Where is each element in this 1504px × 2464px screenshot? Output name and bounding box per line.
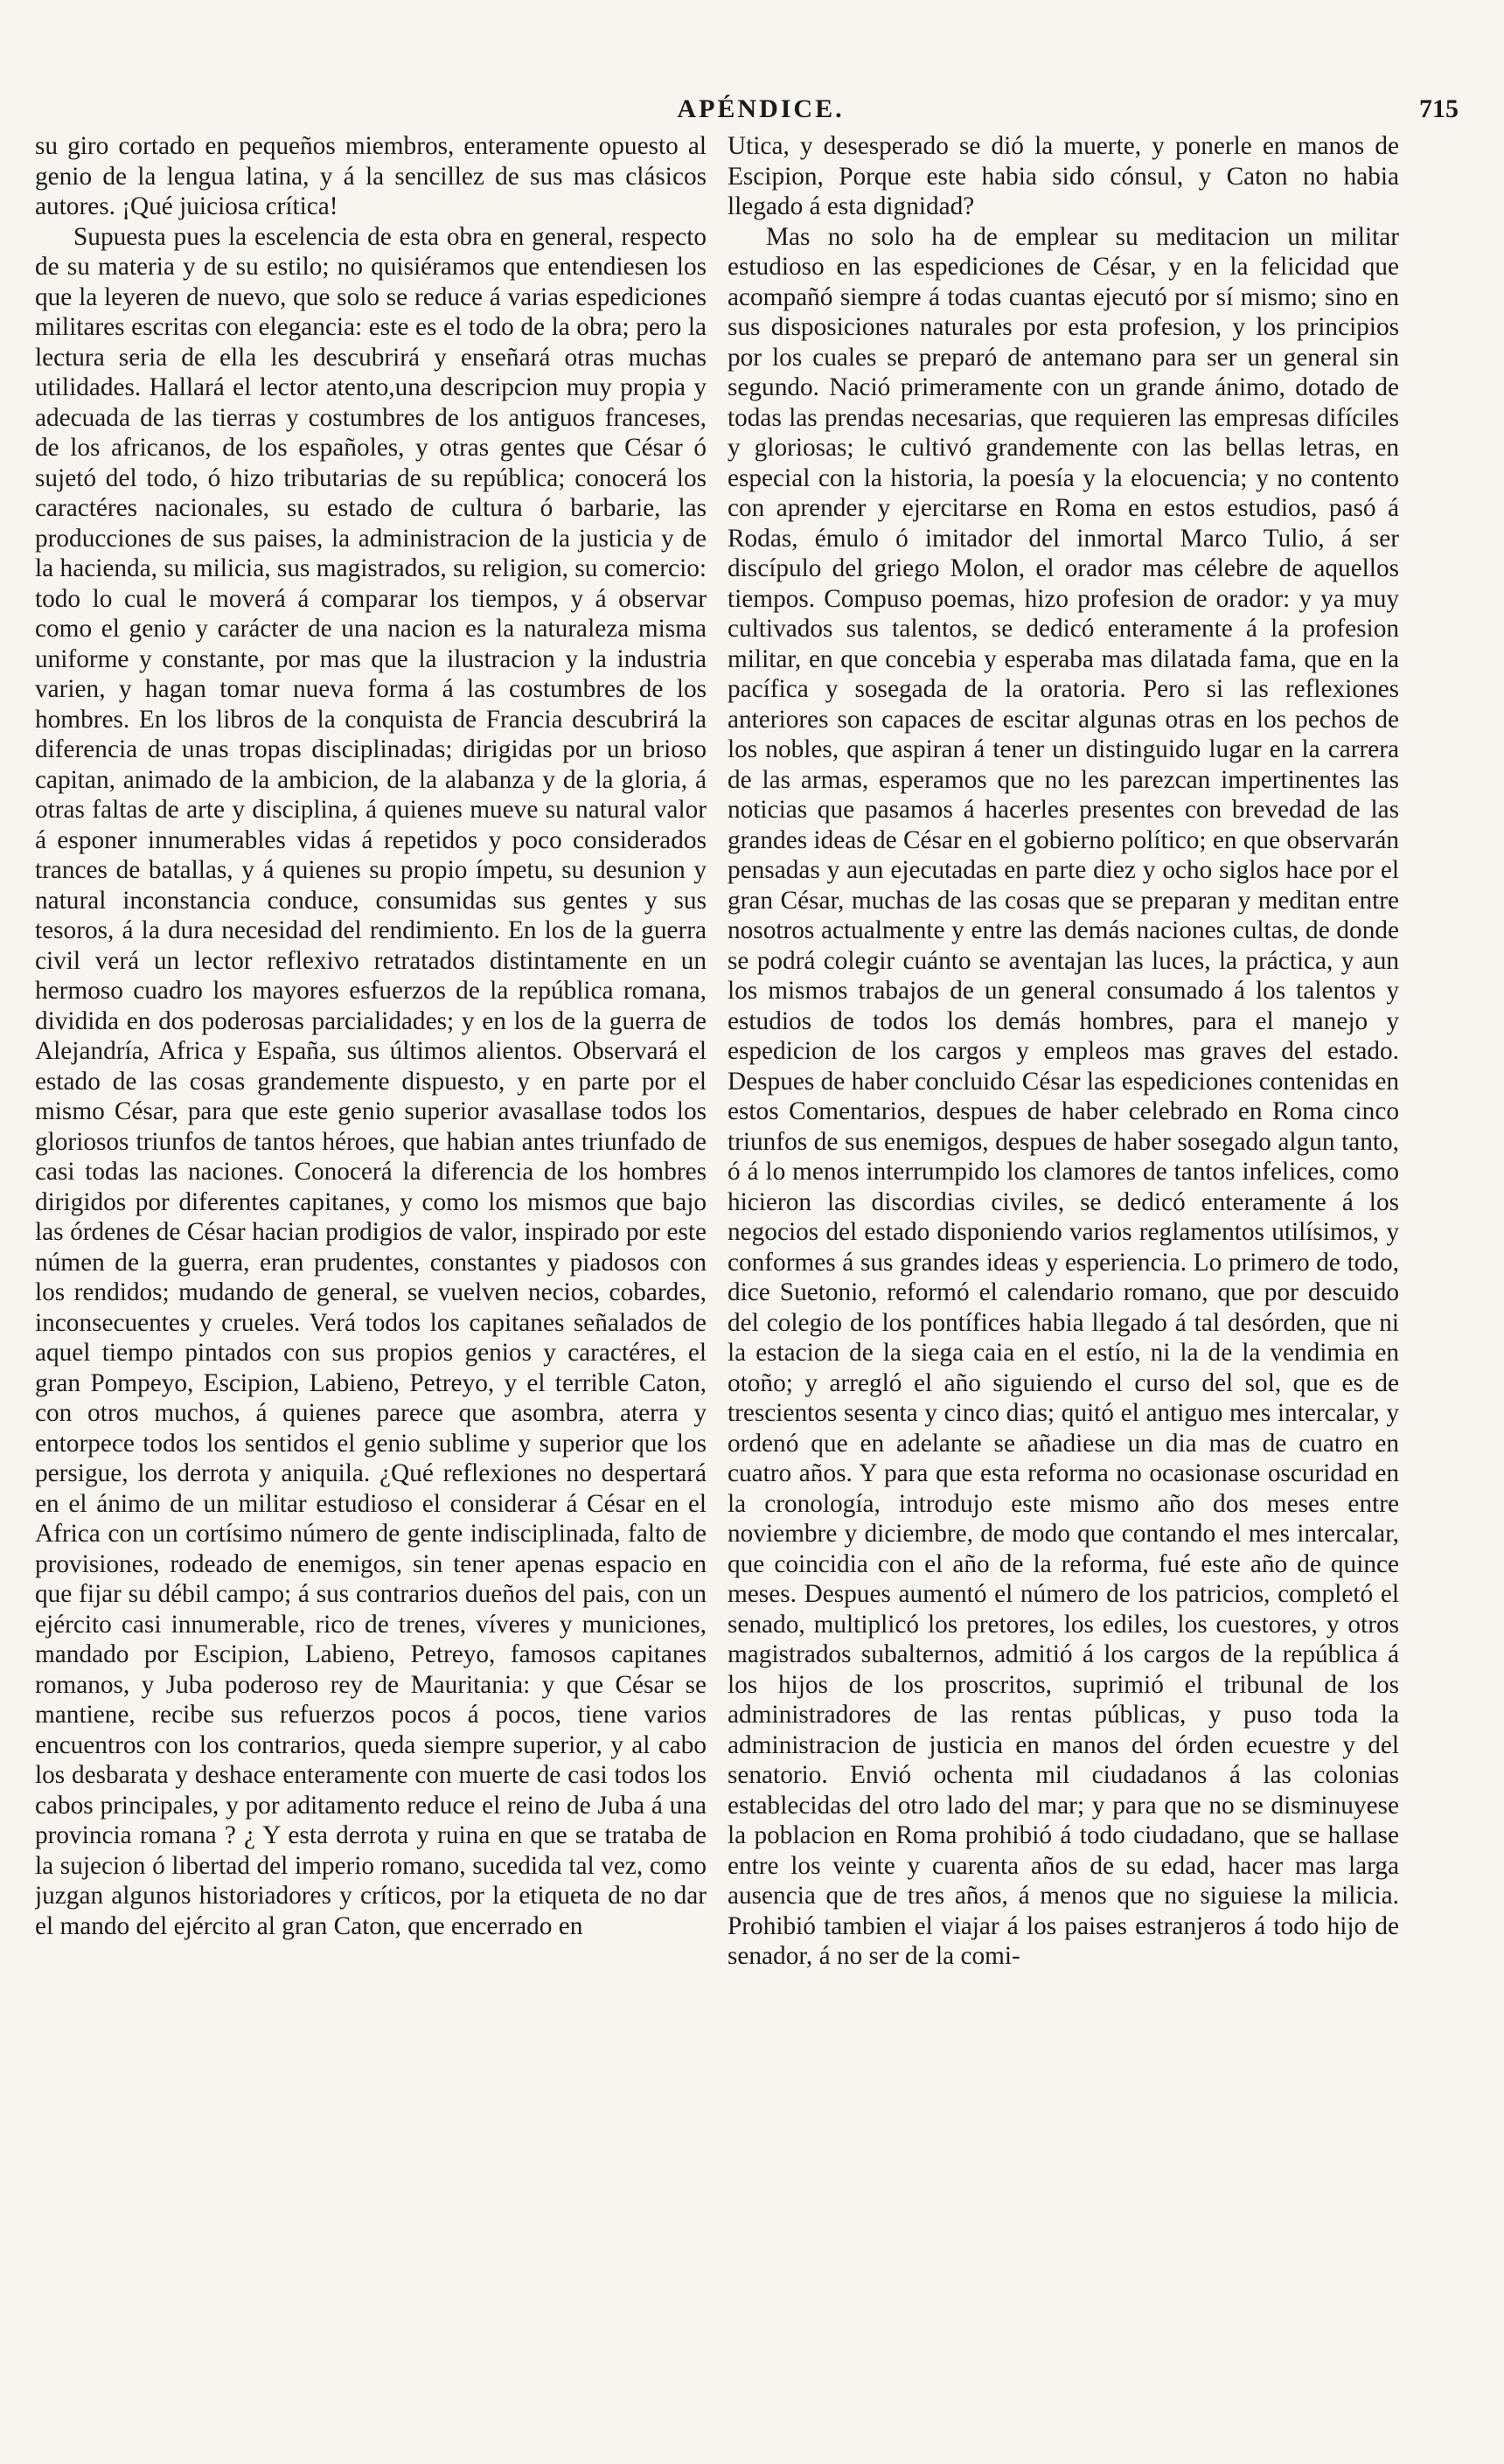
paragraph: su giro cortado en pequeños miembros, enteramente opuesto al genio de la lengua latina, y á la sencillez de sus mas clásicos autores. ¡Qué juiciosa crítica! (35, 132, 707, 220)
paragraph: Utica, y desesperado se dió la muerte, y ponerle en manos de Escipion, Porque este habia sido cónsul, y Caton no habia llegado á esta dignidad? (728, 132, 1399, 220)
running-head (35, 94, 1469, 129)
left-column (35, 131, 707, 2361)
right-column (728, 131, 1399, 2361)
paragraph: Supuesta pues la escelencia de esta obra en general, respecto de su materia y de su estilo; no quisiéramos que entendiesen los que la leyeren de nuevo, que solo se reduce á varias espediciones militares escritas con elegancia: este es el todo de la obra; pero la lectura seria de ella les descubrirá y enseñará otras muchas utilidades. Hallará el lector atento,una descripcion muy propia y adecuada de las tierras y costumbres de los antiguos franceses, de los africanos, de los españoles, y otras gentes que César ó sujetó del todo, ó hizo tributarias de su república; conocerá los caractéres nacionales, su estado de cultura ó barbarie, las producciones de sus paises, la administracion de la justicia y de la hacienda, su milicia, sus magistrados, su religion, su comercio: todo lo cual le moverá á comparar los tiempos, y á observar como el genio y carácter de una nacion es la naturaleza misma uniforme y constante, por mas que la ilustracion y la industria varien, y hagan tomar nueva forma á las costumbres de los hombres. En los libros de la conquista de Francia descubrirá la diferencia de unas tropas disciplinadas; dirigidas por un brioso capitan, animado de la ambicion, de la alabanza y de la gloria, á otras faltas de arte y disciplina, á quienes mueve su natural valor á esponer innumerables vidas á repetidos y poco considerados trances de batallas, y á quienes su propio ímpetu, su desunion y natural inconstancia conduce, consumidas sus gentes y sus tesoros, á la dura necesidad del rendimiento. En los de la guerra civil verá un lector reflexivo retratados distintamente en un hermoso cuadro los mayores esfuerzos de la república romana, dividida en dos poderosas parcialidades; y en los de la guerra de Alejandría, Africa y España, sus últimos alientos. Observará el estado de las cosas grandemente dispuesto, y en parte por el mismo César, para que este genio superior avasallase todos los gloriosos triunfos de tantos héroes, que habian antes triunfado de casi todas las naciones. Conocerá la diferencia de los hombres dirigidos por diferentes capitanes, y como los mismos que bajo las órdenes de César hacian prodigios de valor, inspirado por este númen de la guerra, eran prudentes, constantes y piadosos con los rendidos; mudando de general, se vuelven necios, cobardes, inconsecuentes y crueles. Verá todos los capitanes señalados de aquel tiempo pintados con sus propios genios y caractéres, el gran Pompeyo, Escipion, Labieno, Petreyo, y el terrible Caton, con otros muchos, á quienes parece que asombra, aterra y entorpece todos los sentidos el genio sublime y superior que los persigue, los derrota y aniquila. ¿Qué reflexiones no despertará en el ánimo de un militar estudioso el considerar á César en el Africa con un cortísimo número de gente indisciplinada, falto de provisiones, rodeado de enemigos, sin tener apenas espacio en que fijar su débil campo; á sus contrarios dueños del pais, con un ejército casi innumerable, rico de trenes, víveres y municiones, mandado por Escipion, Labieno, Petreyo, famosos capitanes romanos, y Juba poderoso rey de Mauritania: y que César se mantiene, recibe sus refuerzos pocos á pocos, tiene varios encuentros con los contrarios, queda siempre superior, y al cabo los desbarata y deshace enteramente con muerte de casi todos los cabos principales, y por aditamento reduce el reino de Juba á una provincia romana ? ¿ Y esta derrota y ruina en que se trataba de la sujecion ó libertad del imperio romano, sucedida tal vez, como juzgan algunos historiadores y críticos, por la etiqueta de no dar el mando del ejército al gran Caton, que encerrado en (35, 222, 707, 1940)
page-number: 715 (1419, 94, 1459, 123)
paragraph: Mas no solo ha de emplear su meditacion un militar estudioso en las espediciones de César, y en la felicidad que acompañó siempre á todas cuantas ejecutó por sí mismo; sino en sus disposiciones naturales por esta profesion, y los principios por los cuales se preparó de antemano para ser un general sin segundo. Nació primeramente con un grande ánimo, dotado de todas las prendas necesarias, que requieren las empresas difíciles y gloriosas; le cultivó grandemente con las bellas letras, en especial con la historia, la poesía y la elocuencia; y no contento con aprender y ejercitarse en Roma en estos estudios, pasó á Rodas, émulo ó imitador del inmortal Marco Tulio, á ser discípulo del griego Molon, el orador mas célebre de aquellos tiempos. Compuso poemas, hizo profesion de orador: y ya muy cultivados sus talentos, se dedicó enteramente á la profesion militar, en que concebia y esperaba mas dilatada fama, que en la pacífica y sosegada de la oratoria. Pero si las reflexiones anteriores son capaces de escitar algunas otras en los pechos de los nobles, que aspiran á tener un distinguido lugar en la carrera de las armas, esperamos que no les parezcan impertinentes las noticias que pasamos á hacerles presentes con brevedad de las grandes ideas de César en el gobierno político; en que observarán pensadas y aun ejecutadas en parte diez y ocho siglos hace por el gran César, muchas de las cosas que se preparan y meditan entre nosotros actualmente y entre las demás naciones cultas, de donde se podrá colegir cuánto se aventajan las luces, la práctica, y aun los mismos trabajos de un general consumado á los talentos y estudios de todos los demás hombres, para el manejo y espedicion de los cargos y empleos mas graves del estado. Despues de haber concluido César las espediciones contenidas en estos Comentarios, despues de haber celebrado en Roma cinco triunfos de sus enemigos, despues de haber sosegado algun tanto, ó á lo menos interrumpido los clamores de tantos infelices, como hicieron las discordias civiles, se dedicó enteramente á los negocios del estado disponiendo varios reglamentos utilísimos, y conformes á sus grandes ideas y esperiencia. Lo primero de todo, dice Suetonio, reformó el calendario romano, que por descuido del colegio de los pontífices habia llegado á tal desórden, que ni la estacion de la siega caia en el estío, ni la de la vendimia en otoño; y arregló el año siguiendo el curso del sol, que es de trescientos sesenta y cinco dias; quitó el antiguo mes intercalar, y ordenó que en adelante se añadiese un dia mas de cuatro en cuatro años. Y para que esta reforma no ocasionase oscuridad en la cronología, introdujo este mismo año dos meses entre noviembre y diciembre, de modo que contando el mes intercalar, que coincidia con el año de la reforma, fué este año de quince meses. Despues aumentó el número de los patricios, completó el senado, multiplicó los pretores, los ediles, los cuestores, y otros magistrados subalternos, admitió á los cargos de la república á los hijos de los proscritos, suprimió el tribunal de los administradores de las rentas públicas, y puso toda la administracion de justicia en manos del órden ecuestre y del senatorio. Envió ochenta mil ciudadanos á las colonias establecidas del otro lado del mar; y para que no se disminuyese la poblacion en Roma prohibió á todo ciudadano, que se hallase entre los veinte y cuarenta años de su edad, hacer mas larga ausencia que de tres años, á menos que no siguiese la milicia. Prohibió tambien el viajar á los paises estranjeros á todo hijo de senador, á no ser de la comi- (728, 222, 1399, 1970)
running-title: APÉNDICE. (677, 94, 845, 123)
